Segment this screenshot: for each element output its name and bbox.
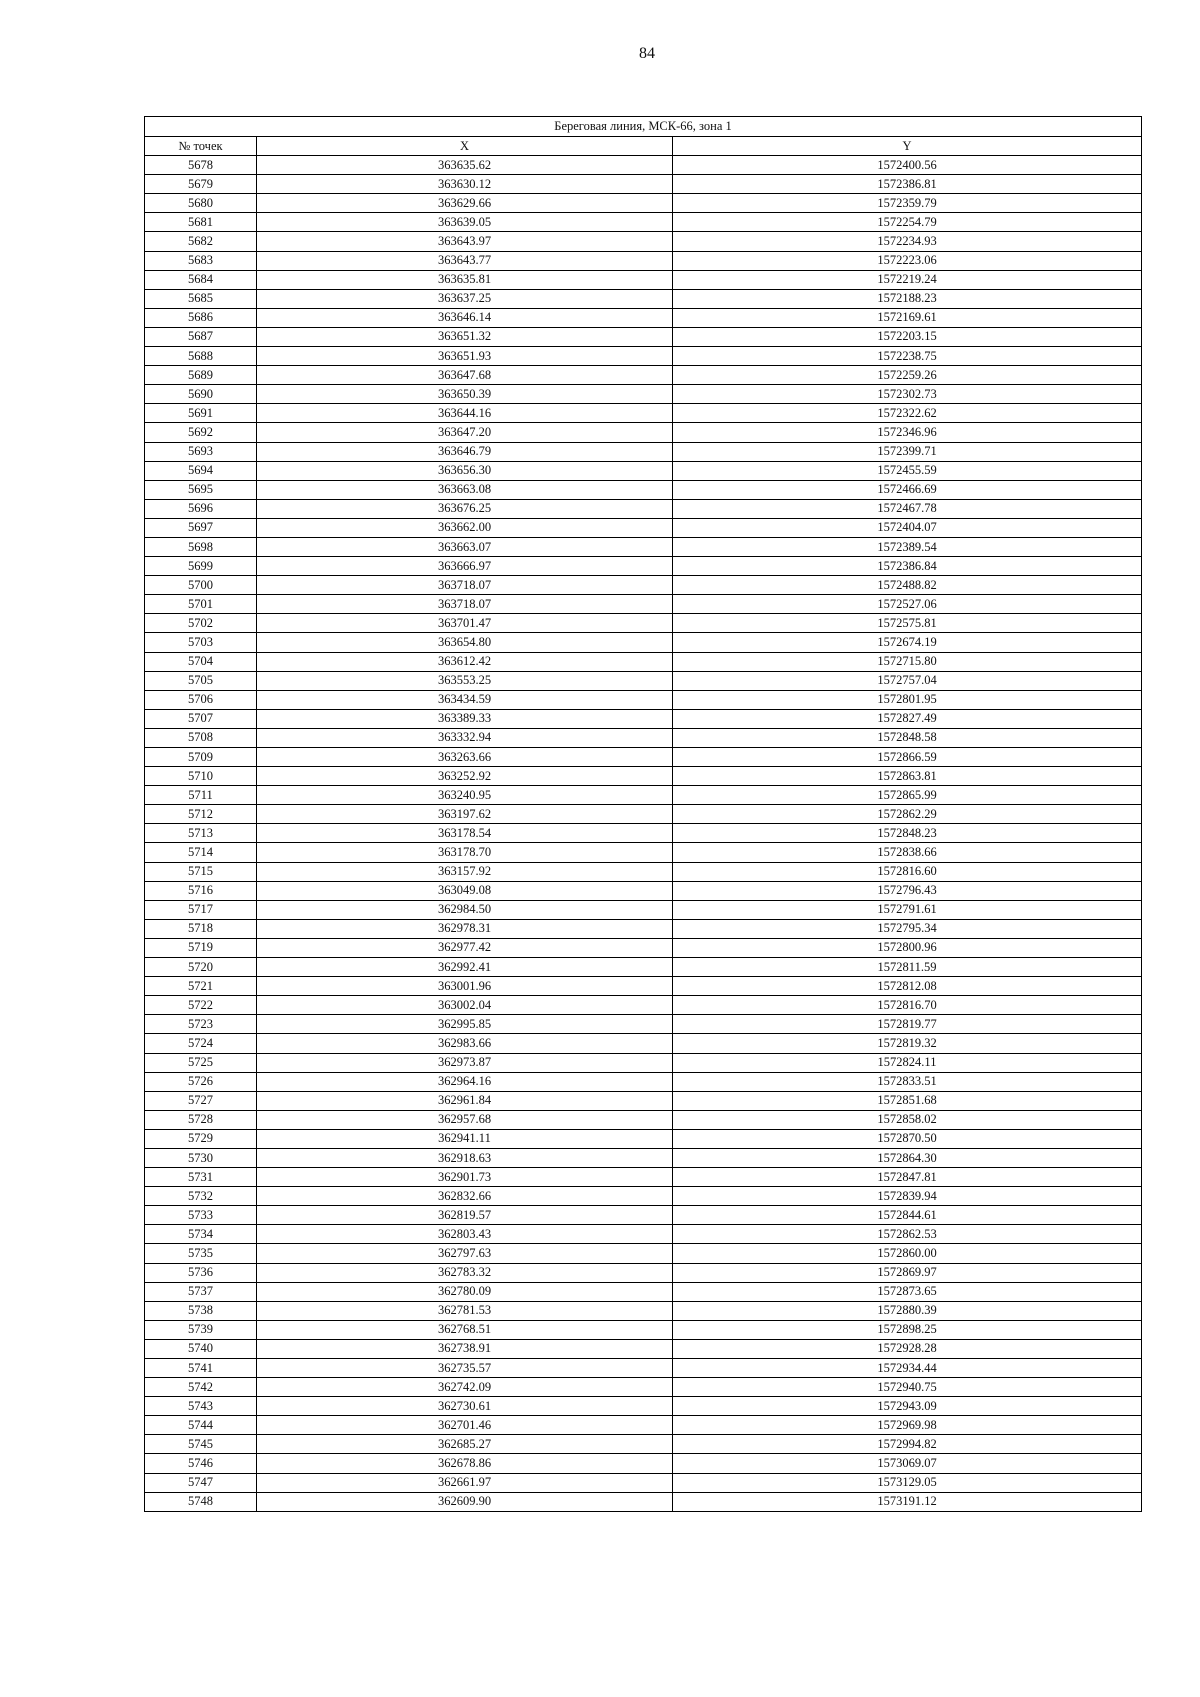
cell-point-number: 5744 xyxy=(145,1416,257,1435)
cell-point-number: 5681 xyxy=(145,213,257,232)
cell-y: 1572839.94 xyxy=(673,1187,1142,1206)
cell-point-number: 5696 xyxy=(145,499,257,518)
cell-y: 1572346.96 xyxy=(673,423,1142,442)
cell-y: 1572791.61 xyxy=(673,900,1142,919)
cell-y: 1572847.81 xyxy=(673,1168,1142,1187)
cell-y: 1572527.06 xyxy=(673,595,1142,614)
table-row xyxy=(145,557,1142,576)
cell-x: 363630.12 xyxy=(257,175,673,194)
cell-y: 1572873.65 xyxy=(673,1282,1142,1301)
table-row xyxy=(145,404,1142,423)
cell-y: 1572169.61 xyxy=(673,308,1142,327)
cell-x: 363553.25 xyxy=(257,671,673,690)
cell-y: 1572575.81 xyxy=(673,614,1142,633)
cell-point-number: 5711 xyxy=(145,786,257,805)
table-row xyxy=(145,1301,1142,1320)
column-header-point-number: № точек xyxy=(145,137,257,156)
table-row xyxy=(145,289,1142,308)
table-row xyxy=(145,327,1142,346)
cell-x: 363332.94 xyxy=(257,728,673,747)
table-row xyxy=(145,194,1142,213)
cell-point-number: 5718 xyxy=(145,919,257,938)
cell-point-number: 5743 xyxy=(145,1397,257,1416)
table-row xyxy=(145,499,1142,518)
cell-x: 362781.53 xyxy=(257,1301,673,1320)
cell-x: 362780.09 xyxy=(257,1282,673,1301)
cell-point-number: 5726 xyxy=(145,1072,257,1091)
cell-y: 1572943.09 xyxy=(673,1397,1142,1416)
table-row xyxy=(145,1091,1142,1110)
cell-point-number: 5721 xyxy=(145,977,257,996)
cell-x: 363252.92 xyxy=(257,767,673,786)
table-title: Береговая линия, МСК-66, зона 1 xyxy=(145,117,1142,137)
cell-point-number: 5748 xyxy=(145,1492,257,1511)
coordinates-table xyxy=(144,116,1142,1512)
table-row xyxy=(145,251,1142,270)
table-row xyxy=(145,824,1142,843)
cell-y: 1572188.23 xyxy=(673,289,1142,308)
table-row xyxy=(145,1225,1142,1244)
cell-point-number: 5708 xyxy=(145,728,257,747)
table-body xyxy=(145,156,1142,1512)
cell-point-number: 5699 xyxy=(145,557,257,576)
table-row xyxy=(145,652,1142,671)
cell-point-number: 5702 xyxy=(145,614,257,633)
table-row xyxy=(145,270,1142,289)
table-row xyxy=(145,633,1142,652)
table-row xyxy=(145,347,1142,366)
cell-y: 1572811.59 xyxy=(673,958,1142,977)
table-row xyxy=(145,1168,1142,1187)
cell-x: 363646.79 xyxy=(257,442,673,461)
cell-x: 362768.51 xyxy=(257,1320,673,1339)
cell-x: 363002.04 xyxy=(257,996,673,1015)
cell-point-number: 5693 xyxy=(145,442,257,461)
cell-point-number: 5730 xyxy=(145,1148,257,1167)
cell-y: 1572455.59 xyxy=(673,461,1142,480)
cell-x: 362797.63 xyxy=(257,1244,673,1263)
cell-x: 363656.30 xyxy=(257,461,673,480)
cell-point-number: 5735 xyxy=(145,1244,257,1263)
cell-point-number: 5747 xyxy=(145,1473,257,1492)
cell-y: 1572812.08 xyxy=(673,977,1142,996)
table-row xyxy=(145,1244,1142,1263)
table-row xyxy=(145,232,1142,251)
cell-x: 363643.97 xyxy=(257,232,673,251)
cell-x: 363240.95 xyxy=(257,786,673,805)
table-row xyxy=(145,385,1142,404)
cell-y: 1572359.79 xyxy=(673,194,1142,213)
cell-point-number: 5683 xyxy=(145,251,257,270)
table-row xyxy=(145,1282,1142,1301)
table-row xyxy=(145,1053,1142,1072)
cell-point-number: 5733 xyxy=(145,1206,257,1225)
cell-point-number: 5745 xyxy=(145,1435,257,1454)
cell-y: 1572838.66 xyxy=(673,843,1142,862)
cell-y: 1572848.58 xyxy=(673,728,1142,747)
cell-point-number: 5709 xyxy=(145,748,257,767)
cell-point-number: 5746 xyxy=(145,1454,257,1473)
cell-x: 362918.63 xyxy=(257,1148,673,1167)
cell-point-number: 5679 xyxy=(145,175,257,194)
table-row xyxy=(145,805,1142,824)
cell-point-number: 5738 xyxy=(145,1301,257,1320)
cell-y: 1572322.62 xyxy=(673,404,1142,423)
cell-x: 363157.92 xyxy=(257,862,673,881)
cell-point-number: 5724 xyxy=(145,1034,257,1053)
cell-point-number: 5715 xyxy=(145,862,257,881)
table-row xyxy=(145,767,1142,786)
cell-x: 363197.62 xyxy=(257,805,673,824)
cell-y: 1572796.43 xyxy=(673,881,1142,900)
cell-point-number: 5680 xyxy=(145,194,257,213)
table-row xyxy=(145,576,1142,595)
cell-y: 1572259.26 xyxy=(673,366,1142,385)
cell-x: 362661.97 xyxy=(257,1473,673,1492)
cell-point-number: 5707 xyxy=(145,709,257,728)
cell-x: 362678.86 xyxy=(257,1454,673,1473)
cell-x: 363635.62 xyxy=(257,156,673,175)
table-row xyxy=(145,958,1142,977)
table-row xyxy=(145,671,1142,690)
cell-x: 363651.32 xyxy=(257,327,673,346)
cell-x: 363663.07 xyxy=(257,537,673,556)
cell-point-number: 5739 xyxy=(145,1320,257,1339)
cell-y: 1572386.81 xyxy=(673,175,1142,194)
table-row xyxy=(145,1454,1142,1473)
cell-y: 1572819.32 xyxy=(673,1034,1142,1053)
cell-y: 1572833.51 xyxy=(673,1072,1142,1091)
cell-y: 1572898.25 xyxy=(673,1320,1142,1339)
cell-point-number: 5729 xyxy=(145,1129,257,1148)
cell-point-number: 5705 xyxy=(145,671,257,690)
cell-y: 1572203.15 xyxy=(673,327,1142,346)
cell-y: 1572827.49 xyxy=(673,709,1142,728)
cell-y: 1573129.05 xyxy=(673,1473,1142,1492)
cell-point-number: 5698 xyxy=(145,537,257,556)
cell-x: 362961.84 xyxy=(257,1091,673,1110)
cell-point-number: 5706 xyxy=(145,690,257,709)
cell-x: 363718.07 xyxy=(257,576,673,595)
cell-point-number: 5740 xyxy=(145,1339,257,1358)
column-header-x: X xyxy=(257,137,673,156)
cell-x: 363178.54 xyxy=(257,824,673,843)
cell-y: 1572862.53 xyxy=(673,1225,1142,1244)
cell-point-number: 5712 xyxy=(145,805,257,824)
cell-point-number: 5700 xyxy=(145,576,257,595)
cell-point-number: 5717 xyxy=(145,900,257,919)
cell-x: 362983.66 xyxy=(257,1034,673,1053)
table-row xyxy=(145,595,1142,614)
cell-point-number: 5694 xyxy=(145,461,257,480)
cell-y: 1572880.39 xyxy=(673,1301,1142,1320)
table-row xyxy=(145,1378,1142,1397)
table-row xyxy=(145,156,1142,175)
cell-y: 1573191.12 xyxy=(673,1492,1142,1511)
table-row xyxy=(145,1034,1142,1053)
table-row xyxy=(145,1416,1142,1435)
cell-point-number: 5723 xyxy=(145,1015,257,1034)
cell-y: 1572715.80 xyxy=(673,652,1142,671)
cell-point-number: 5692 xyxy=(145,423,257,442)
cell-x: 363651.93 xyxy=(257,347,673,366)
cell-y: 1572858.02 xyxy=(673,1110,1142,1129)
cell-x: 362832.66 xyxy=(257,1187,673,1206)
table-row xyxy=(145,728,1142,747)
column-header-y: Y xyxy=(673,137,1142,156)
table-row xyxy=(145,1015,1142,1034)
table-row xyxy=(145,366,1142,385)
cell-x: 362977.42 xyxy=(257,938,673,957)
table-row xyxy=(145,1110,1142,1129)
cell-point-number: 5682 xyxy=(145,232,257,251)
cell-y: 1572816.60 xyxy=(673,862,1142,881)
table-row xyxy=(145,919,1142,938)
cell-x: 363676.25 xyxy=(257,499,673,518)
table-row xyxy=(145,881,1142,900)
cell-y: 1572254.79 xyxy=(673,213,1142,232)
cell-y: 1572863.81 xyxy=(673,767,1142,786)
cell-x: 362685.27 xyxy=(257,1435,673,1454)
cell-y: 1572757.04 xyxy=(673,671,1142,690)
cell-x: 363650.39 xyxy=(257,385,673,404)
cell-y: 1572400.56 xyxy=(673,156,1142,175)
cell-y: 1572795.34 xyxy=(673,919,1142,938)
cell-x: 362701.46 xyxy=(257,1416,673,1435)
table-row xyxy=(145,537,1142,556)
cell-x: 362819.57 xyxy=(257,1206,673,1225)
cell-point-number: 5719 xyxy=(145,938,257,957)
cell-x: 363718.07 xyxy=(257,595,673,614)
cell-x: 363647.68 xyxy=(257,366,673,385)
cell-point-number: 5720 xyxy=(145,958,257,977)
cell-x: 363663.08 xyxy=(257,480,673,499)
cell-x: 363635.81 xyxy=(257,270,673,289)
cell-point-number: 5736 xyxy=(145,1263,257,1282)
table-row xyxy=(145,1397,1142,1416)
cell-point-number: 5690 xyxy=(145,385,257,404)
cell-point-number: 5728 xyxy=(145,1110,257,1129)
cell-y: 1572800.96 xyxy=(673,938,1142,957)
cell-point-number: 5710 xyxy=(145,767,257,786)
cell-point-number: 5725 xyxy=(145,1053,257,1072)
cell-y: 1572848.23 xyxy=(673,824,1142,843)
cell-y: 1572466.69 xyxy=(673,480,1142,499)
header-row xyxy=(145,137,1142,156)
table-row xyxy=(145,1320,1142,1339)
cell-point-number: 5704 xyxy=(145,652,257,671)
cell-point-number: 5697 xyxy=(145,518,257,537)
cell-y: 1572219.24 xyxy=(673,270,1142,289)
cell-point-number: 5691 xyxy=(145,404,257,423)
cell-x: 363666.97 xyxy=(257,557,673,576)
cell-y: 1572928.28 xyxy=(673,1339,1142,1358)
cell-point-number: 5741 xyxy=(145,1359,257,1378)
table-row xyxy=(145,1206,1142,1225)
cell-x: 363049.08 xyxy=(257,881,673,900)
table-row xyxy=(145,518,1142,537)
table-row xyxy=(145,1435,1142,1454)
cell-point-number: 5731 xyxy=(145,1168,257,1187)
cell-y: 1572851.68 xyxy=(673,1091,1142,1110)
table-row xyxy=(145,996,1142,1015)
cell-x: 363637.25 xyxy=(257,289,673,308)
cell-x: 362964.16 xyxy=(257,1072,673,1091)
cell-x: 362609.90 xyxy=(257,1492,673,1511)
cell-x: 363389.33 xyxy=(257,709,673,728)
cell-x: 363001.96 xyxy=(257,977,673,996)
cell-point-number: 5686 xyxy=(145,308,257,327)
cell-x: 363178.70 xyxy=(257,843,673,862)
cell-y: 1572860.00 xyxy=(673,1244,1142,1263)
table-row xyxy=(145,748,1142,767)
cell-y: 1572302.73 xyxy=(673,385,1142,404)
table-row xyxy=(145,786,1142,805)
table-row xyxy=(145,1339,1142,1358)
table-row xyxy=(145,938,1142,957)
cell-point-number: 5703 xyxy=(145,633,257,652)
cell-x: 363647.20 xyxy=(257,423,673,442)
cell-point-number: 5688 xyxy=(145,347,257,366)
table-row xyxy=(145,213,1142,232)
cell-x: 363434.59 xyxy=(257,690,673,709)
cell-x: 362742.09 xyxy=(257,1378,673,1397)
cell-x: 363701.47 xyxy=(257,614,673,633)
cell-point-number: 5742 xyxy=(145,1378,257,1397)
cell-y: 1572399.71 xyxy=(673,442,1142,461)
cell-x: 362738.91 xyxy=(257,1339,673,1358)
table-row xyxy=(145,1263,1142,1282)
cell-point-number: 5687 xyxy=(145,327,257,346)
table-row xyxy=(145,1473,1142,1492)
cell-y: 1572386.84 xyxy=(673,557,1142,576)
cell-y: 1572844.61 xyxy=(673,1206,1142,1225)
cell-y: 1572934.44 xyxy=(673,1359,1142,1378)
cell-x: 363644.16 xyxy=(257,404,673,423)
cell-point-number: 5727 xyxy=(145,1091,257,1110)
table-row xyxy=(145,862,1142,881)
cell-y: 1572862.29 xyxy=(673,805,1142,824)
cell-y: 1572801.95 xyxy=(673,690,1142,709)
cell-y: 1572865.99 xyxy=(673,786,1142,805)
cell-x: 362995.85 xyxy=(257,1015,673,1034)
cell-point-number: 5689 xyxy=(145,366,257,385)
cell-y: 1572234.93 xyxy=(673,232,1142,251)
cell-y: 1572816.70 xyxy=(673,996,1142,1015)
cell-x: 362984.50 xyxy=(257,900,673,919)
cell-y: 1572940.75 xyxy=(673,1378,1142,1397)
table-row xyxy=(145,175,1142,194)
table-row xyxy=(145,423,1142,442)
table-row xyxy=(145,1187,1142,1206)
table-row xyxy=(145,614,1142,633)
cell-point-number: 5685 xyxy=(145,289,257,308)
cell-x: 362803.43 xyxy=(257,1225,673,1244)
cell-y: 1572404.07 xyxy=(673,518,1142,537)
cell-y: 1572223.06 xyxy=(673,251,1142,270)
cell-x: 363612.42 xyxy=(257,652,673,671)
cell-x: 363629.66 xyxy=(257,194,673,213)
cell-y: 1572869.97 xyxy=(673,1263,1142,1282)
cell-point-number: 5701 xyxy=(145,595,257,614)
table-row xyxy=(145,1492,1142,1511)
cell-point-number: 5734 xyxy=(145,1225,257,1244)
cell-y: 1572488.82 xyxy=(673,576,1142,595)
cell-x: 362735.57 xyxy=(257,1359,673,1378)
cell-point-number: 5722 xyxy=(145,996,257,1015)
cell-x: 362941.11 xyxy=(257,1129,673,1148)
cell-x: 363263.66 xyxy=(257,748,673,767)
cell-y: 1572467.78 xyxy=(673,499,1142,518)
cell-y: 1572674.19 xyxy=(673,633,1142,652)
table-row xyxy=(145,461,1142,480)
cell-x: 363662.00 xyxy=(257,518,673,537)
cell-x: 363639.05 xyxy=(257,213,673,232)
cell-x: 363646.14 xyxy=(257,308,673,327)
cell-x: 362730.61 xyxy=(257,1397,673,1416)
cell-y: 1572994.82 xyxy=(673,1435,1142,1454)
cell-y: 1572864.30 xyxy=(673,1148,1142,1167)
table-row xyxy=(145,690,1142,709)
cell-point-number: 5737 xyxy=(145,1282,257,1301)
cell-x: 362973.87 xyxy=(257,1053,673,1072)
cell-x: 363654.80 xyxy=(257,633,673,652)
table-row xyxy=(145,1072,1142,1091)
table-row xyxy=(145,1359,1142,1378)
cell-x: 362957.68 xyxy=(257,1110,673,1129)
cell-y: 1572819.77 xyxy=(673,1015,1142,1034)
table-row xyxy=(145,900,1142,919)
cell-y: 1572870.50 xyxy=(673,1129,1142,1148)
cell-x: 362783.32 xyxy=(257,1263,673,1282)
cell-point-number: 5716 xyxy=(145,881,257,900)
table-row xyxy=(145,1148,1142,1167)
cell-y: 1572866.59 xyxy=(673,748,1142,767)
table-row xyxy=(145,480,1142,499)
cell-x: 362901.73 xyxy=(257,1168,673,1187)
cell-y: 1573069.07 xyxy=(673,1454,1142,1473)
table-row xyxy=(145,1129,1142,1148)
cell-point-number: 5732 xyxy=(145,1187,257,1206)
cell-x: 362978.31 xyxy=(257,919,673,938)
cell-y: 1572238.75 xyxy=(673,347,1142,366)
table-row xyxy=(145,308,1142,327)
cell-point-number: 5713 xyxy=(145,824,257,843)
table-row xyxy=(145,442,1142,461)
table-row xyxy=(145,709,1142,728)
table-row xyxy=(145,843,1142,862)
cell-point-number: 5714 xyxy=(145,843,257,862)
cell-x: 362992.41 xyxy=(257,958,673,977)
cell-y: 1572824.11 xyxy=(673,1053,1142,1072)
table-row xyxy=(145,977,1142,996)
cell-point-number: 5678 xyxy=(145,156,257,175)
cell-point-number: 5684 xyxy=(145,270,257,289)
cell-y: 1572389.54 xyxy=(673,537,1142,556)
cell-y: 1572969.98 xyxy=(673,1416,1142,1435)
cell-point-number: 5695 xyxy=(145,480,257,499)
page-number: 84 xyxy=(639,45,655,62)
cell-x: 363643.77 xyxy=(257,251,673,270)
